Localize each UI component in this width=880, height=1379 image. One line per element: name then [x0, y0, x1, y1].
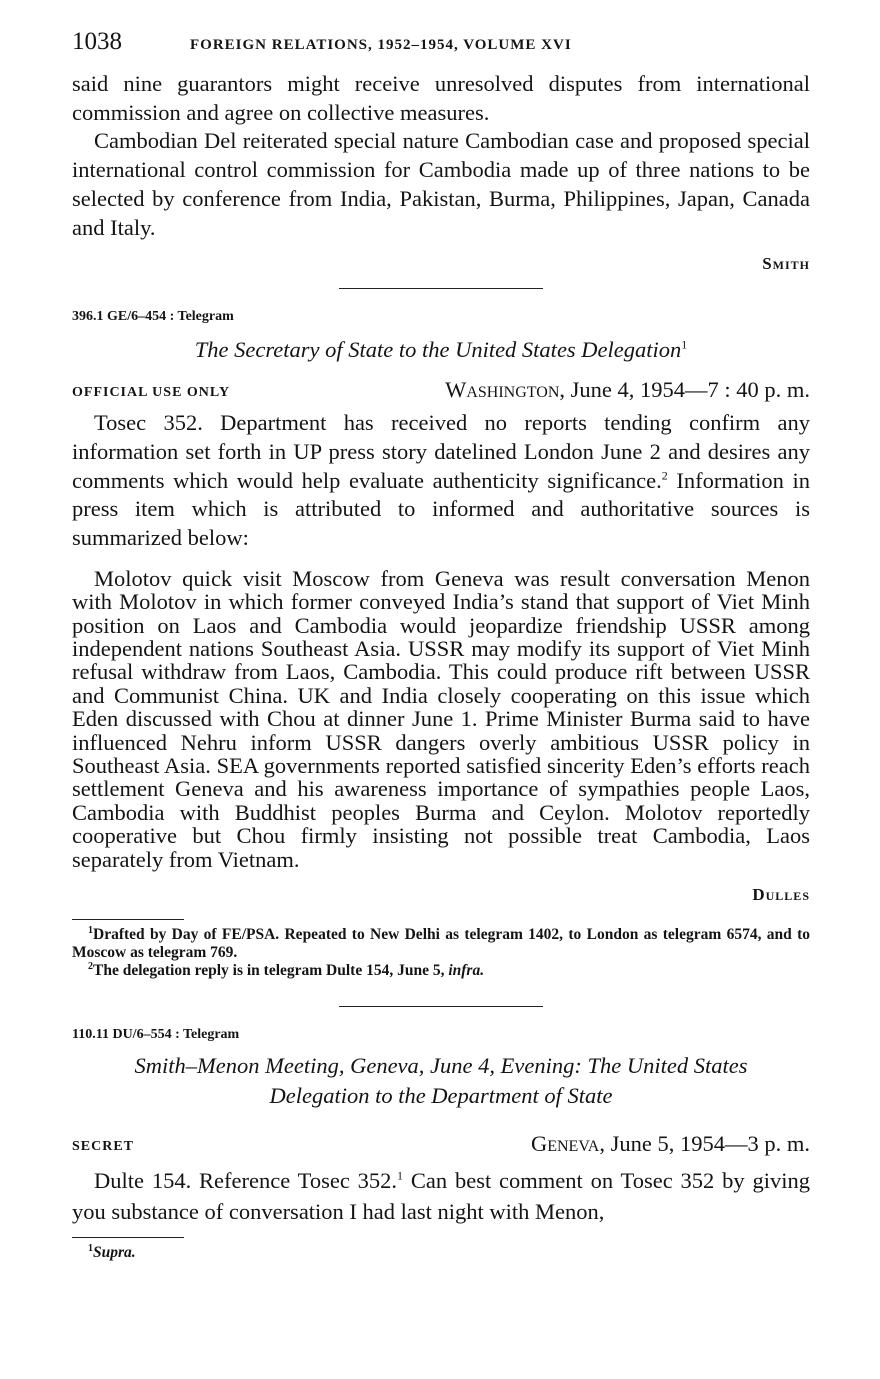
footnote [72, 1244, 810, 1262]
footnote-reference: 1 [681, 337, 688, 352]
footnote-rule [72, 919, 184, 920]
paragraph-text: Information in press item which is attributed to informed and authoritative sources is summarized below: [72, 467, 810, 551]
running-head [72, 22, 810, 70]
document-title-text: The Secretary of State to the United States Delegation [194, 337, 682, 363]
place-date [445, 377, 810, 403]
document-title: Delegation to the Department of State [269, 1083, 613, 1109]
footnote-mark: 1 [88, 924, 93, 936]
section-divider [339, 1006, 543, 1007]
footnote-mark: 1 [88, 1242, 93, 1254]
footnote-italic-text: infra. [448, 962, 485, 980]
document-title: Smith–Menon Meeting, Geneva, June 4, Evening: The United States [134, 1053, 748, 1079]
document-file-id: 396.1 GE/6–454 : Telegram [72, 309, 234, 325]
paragraph-text: Dulte 154. Reference Tosec 352. [94, 1168, 398, 1194]
place-date [531, 1131, 810, 1157]
classification-label: SECRET [72, 1139, 135, 1155]
place: Geneva [530, 1131, 600, 1157]
signature-dulles: Dulles [752, 885, 810, 905]
document-page [72, 22, 810, 1262]
dateline [72, 377, 810, 407]
footnote-rule [72, 1237, 184, 1238]
telegram-paragraph [72, 409, 810, 553]
page-number: 1038 [72, 28, 122, 55]
section-divider [339, 288, 543, 289]
date: , June 4, 1954—7 : 40 p. m. [559, 377, 810, 403]
footnote [72, 962, 810, 980]
signature-smith: Smith [762, 254, 810, 274]
quoted-summary: Molotov quick visit Moscow from Geneva was result conversation Menon with Molotov in which former conveyed India’s stand that support of Viet Minh position on Laos and Cambodia would jeopardize friendship USSR among independent nations Southeast Asia. USSR may modify its support of Viet Minh refusal withdraw from Laos, Cambodia. This could produce rift between USSR and Communist China. UK and India closely cooperating on this issue which Eden discussed with Chou at dinner June 1. Prime Minister Burma said to have influenced Nehru inform USSR dangers overly ambitious USSR policy in Southeast Asia. SEA governments reported satisfied sincerity Eden’s efforts reach settlement Geneva and his awareness importance of sympathies people Laos, Cambodia with Buddhist peoples Burma and Ceylon. Molotov reportedly cooperative but Chou firmly insisting not possible treat Cambodia, Laos separately from Vietnam. [72, 565, 810, 872]
running-title: FOREIGN RELATIONS, 1952–1954, VOLUME XVI [190, 37, 572, 53]
footnote-reference: 2 [661, 468, 668, 483]
footnote-reference: 1 [397, 1168, 404, 1183]
document-title [72, 335, 810, 365]
footnote-text: The delegation reply is in telegram Dulte 154, June 5, [93, 962, 449, 980]
place: Washington [445, 377, 560, 403]
footnote-mark: 2 [88, 960, 93, 972]
document-file-id: 110.11 DU/6–554 : Telegram [72, 1027, 240, 1043]
footnote-text: Supra. [93, 1244, 136, 1262]
paragraph-text: Tosec 352. Department has received no reports tending confirm any information set forth in UP press story datelined London June 2 and desires any comments which would help evaluate authenticity significance. [72, 410, 810, 493]
footnote-text: Drafted by Day of FE/PSA. Repeated to New Delhi as telegram 1402, to London as telegram 6574, and to Moscow as telegram 769. [72, 926, 810, 962]
dateline [72, 1131, 810, 1161]
telegram-paragraph [72, 1165, 810, 1227]
classification-label: OFFICIAL USE ONLY [72, 385, 231, 401]
continued-paragraph: said nine guarantors might receive unresolved disputes from international commission and agree on collective measures. [72, 71, 810, 125]
paragraph-text: Can best comment on Tosec 352 by giving you substance of conversation I had last night with Menon, [72, 1168, 810, 1225]
paragraph: Cambodian Del reiterated special nature Cambodian case and proposed special international control commission for Cambodia made up of three nations to be selected by conference from India, Pakistan, Burma, Philippines, Japan, Canada and Italy. [72, 128, 810, 240]
footnote [72, 926, 810, 962]
date: , June 5, 1954—3 p. m. [599, 1131, 810, 1157]
